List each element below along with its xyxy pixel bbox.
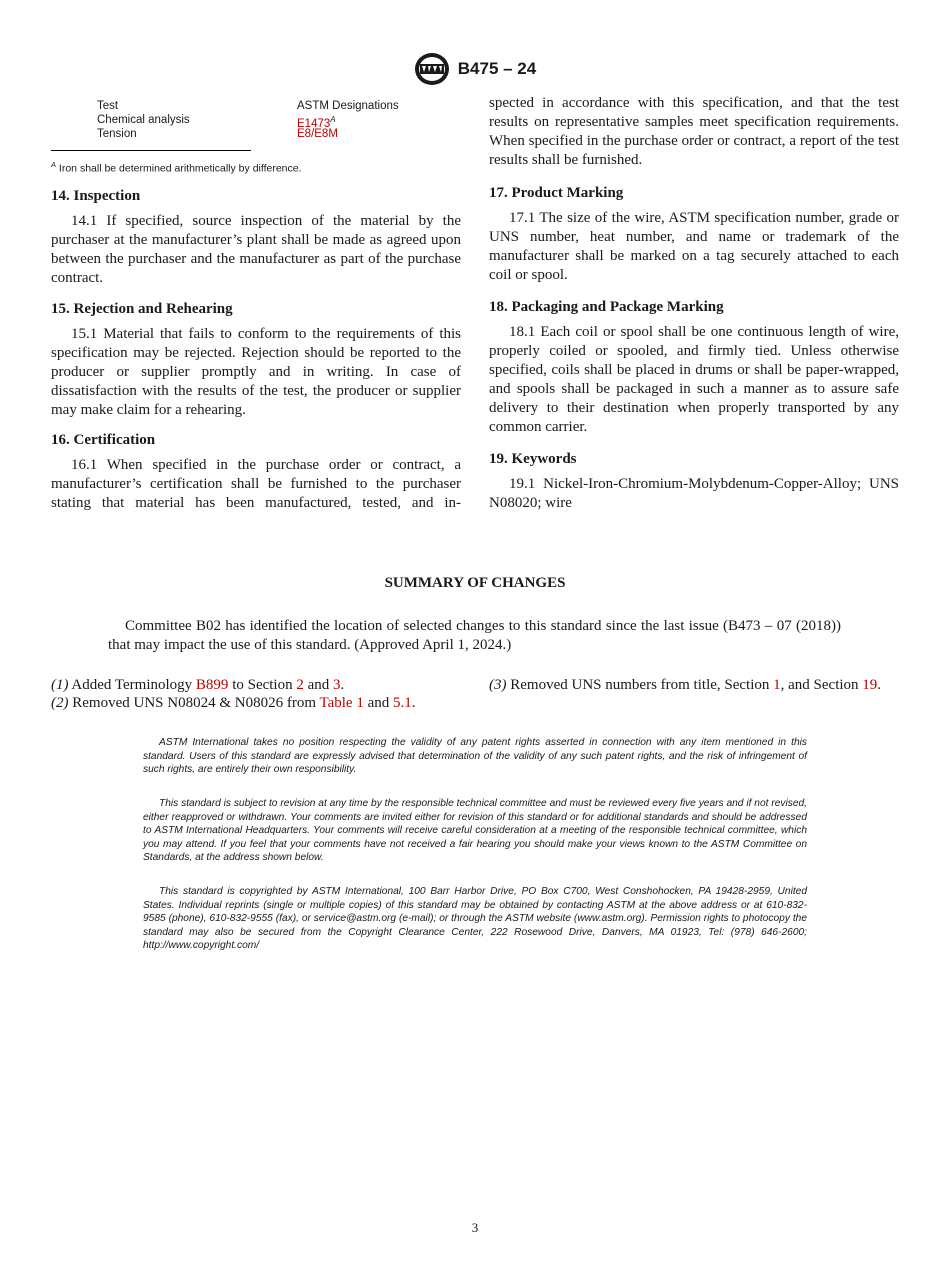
section-18-heading: 18. Packaging and Package Marking bbox=[489, 299, 724, 315]
change-text: Added Terminology bbox=[68, 677, 196, 693]
section-14-heading: 14. Inspection bbox=[51, 188, 141, 204]
section-15-heading: 15. Rejection and Rehearing bbox=[51, 301, 233, 317]
change-text: . bbox=[340, 677, 345, 693]
footnote-ref: A bbox=[330, 115, 336, 124]
section-16-heading: 16. Certification bbox=[51, 432, 156, 448]
table-cell-test: Chemical analysis bbox=[97, 114, 190, 126]
footnote-mark: A bbox=[51, 160, 57, 169]
change-item-1 bbox=[51, 676, 471, 695]
change-text: . bbox=[411, 695, 416, 711]
link-b899[interactable]: B899 bbox=[195, 677, 229, 693]
patent-notice: ASTM International takes no position respecting the validity of any patent rights asserted in connection with any item mentioned in this standard. Users of this standard are expressly advised that determination of the validity of any such patent rights, and the risk of infringement of such rights, are entirely their own responsibility. bbox=[143, 737, 807, 776]
test-methods-table bbox=[97, 99, 477, 141]
table-header-test: Test bbox=[97, 100, 119, 112]
copyright-notice: This standard is copyrighted by ASTM International, 100 Barr Harbor Drive, PO Box C700, West Conshohocken, PA 19428-2959, United States. Individual reprints (single or multiple copies) of this standard may be obtained by contacting ASTM at the above address or at 610-832-9585 (phone), 610-832-9555 (fax), or service@astm.org (e-mail); or through the ASTM website (www.astm.org). Permission rights to photocopy the standard may also be secured from the Copyright Clearance Center, 222 Rosewood Drive, Danvers, MA 01923, Tel: (978) 646-2600; http://www.copyright.com/ bbox=[143, 886, 807, 952]
change-text: to Section bbox=[228, 677, 297, 693]
footnote-text: Iron shall be determined arithmetically by difference. bbox=[56, 162, 302, 175]
section-16-continued: spected in accordance with this specification, and that the test results on representative samples meet specification requirements. When specified in the purchase order or contract, a report of the test results shall be furnished. bbox=[489, 95, 899, 168]
section-19-heading: 19. Keywords bbox=[489, 451, 577, 467]
table-header-designations: ASTM Designations bbox=[297, 100, 399, 112]
change-text: Removed UNS N08024 & N08026 from bbox=[68, 695, 320, 711]
table-cell-test: Tension bbox=[97, 128, 137, 140]
link-section-19[interactable]: 19 bbox=[862, 677, 878, 693]
section-15-text: 15.1 Material that fails to conform to the requirements of this specification may be rejected. Rejection should be reported to the producer or supplier promptly and in writing. In case of dissatisfaction with the results of the test, the producer or supplier may make claim for a rehearing. bbox=[51, 326, 461, 418]
table-header-row bbox=[97, 99, 477, 113]
section-14-text: 14.1 If specified, source inspection of the material by the purchaser at the manufacturer’s plant shall be made as agreed upon between the purchaser and the manufacturer as part of the purchase contract. bbox=[51, 213, 461, 286]
link-section-2[interactable]: 2 bbox=[296, 677, 304, 693]
link-section-3[interactable]: 3 bbox=[333, 677, 341, 693]
revision-notice: This standard is subject to revision at any time by the responsible technical committee and must be reviewed every five years and if not revised, either reapproved or withdrawn. Your comments are invited either for revision of this standard or for additional standards and should be addressed to ASTM International Headquarters. Your comments will receive careful consideration at a meeting of the responsible technical committee, which you may attend. If you feel that your comments have not received a fair hearing you should make your views known to the ASTM Committee on Standards, at the address shown below. bbox=[143, 798, 807, 864]
change-item-3 bbox=[489, 676, 899, 695]
section-18-text: 18.1 Each coil or spool shall be one continuous length of wire, properly coiled or spooled, and firmly tied. Unless otherwise specified, coils shall be placed in drums or shall be paper-wrapped, and spools shall be packaged in such a manner as to assure safe delivery to their destination when properly transported by any common carrier. bbox=[489, 324, 899, 435]
link-e8-e8m[interactable]: E8/E8M bbox=[297, 128, 338, 140]
change-number: (3) bbox=[489, 677, 507, 693]
link-e1473[interactable]: E1473 bbox=[297, 117, 331, 130]
page-header bbox=[0, 52, 950, 91]
link-table-1[interactable]: Table 1 bbox=[319, 695, 364, 711]
change-text: and bbox=[303, 677, 334, 693]
change-text: Removed UNS numbers from title, Section bbox=[506, 677, 774, 693]
page-number: 3 bbox=[471, 1220, 479, 1235]
change-text: , and Section bbox=[780, 677, 863, 693]
footnote-divider bbox=[51, 150, 251, 151]
change-text: . bbox=[877, 677, 882, 693]
table-footnote bbox=[51, 160, 302, 175]
standard-designation: B475 – 24 bbox=[457, 59, 537, 78]
section-17-heading: 17. Product Marking bbox=[489, 185, 624, 201]
link-section-1[interactable]: 1 bbox=[773, 677, 781, 693]
change-number: (2) bbox=[51, 695, 69, 711]
section-19-text: 19.1 Nickel-Iron-Chromium-Molybdenum-Copper-Alloy; UNS N08020; wire bbox=[489, 476, 899, 511]
change-text: and bbox=[363, 695, 393, 711]
change-number: (1) bbox=[51, 677, 69, 693]
summary-title: SUMMARY OF CHANGES bbox=[384, 575, 566, 591]
change-item-2 bbox=[51, 694, 471, 713]
summary-intro: Committee B02 has identified the location of selected changes to this standard since the last issue (B473 – 07 (2018)) that may impact the use of this standard. (Approved April 1, 2024.) bbox=[108, 618, 841, 653]
astm-logo-icon bbox=[414, 52, 450, 86]
table-row bbox=[97, 113, 477, 130]
table-row bbox=[97, 127, 477, 141]
section-17-text: 17.1 The size of the wire, ASTM specification number, grade or UNS number, heat number, and name or trademark of the manufacturer shall be marked on a tag securely attached to each coil or spool. bbox=[489, 210, 899, 283]
section-16-text: 16.1 When specified in the purchase order or contract, a manufacturer’s certification shall be furnished to the purchaser stating that material has been manufactured, tested, and in- bbox=[51, 457, 461, 511]
link-section-5-1[interactable]: 5.1 bbox=[393, 695, 412, 711]
